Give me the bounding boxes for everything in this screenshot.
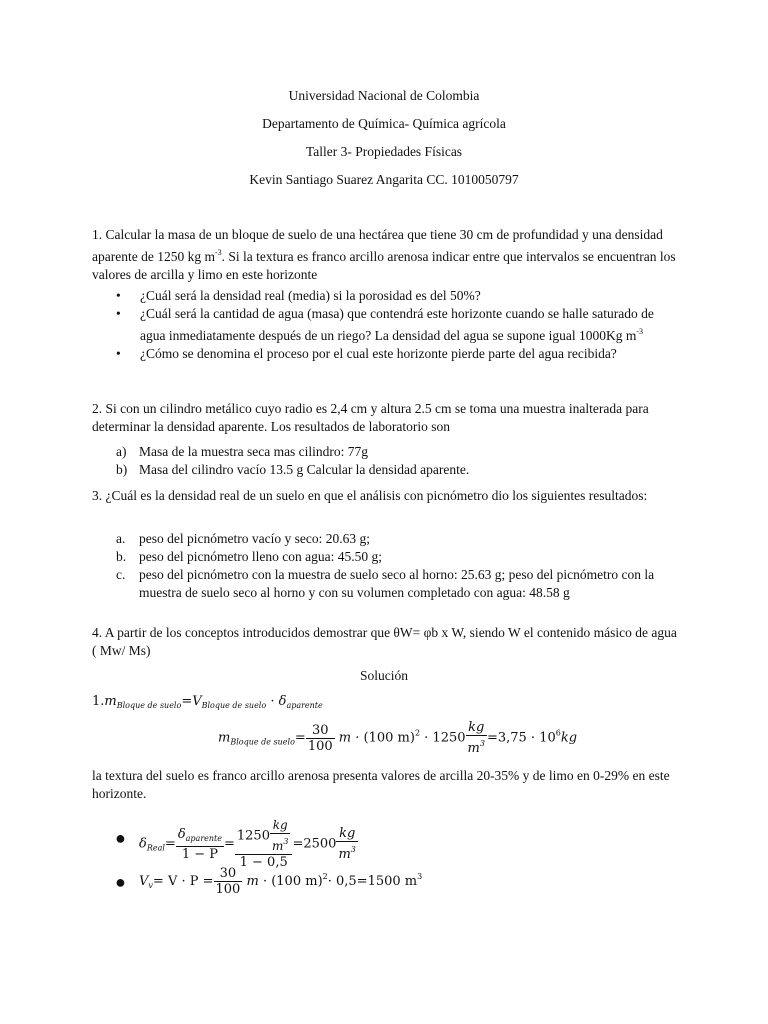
eq-prefix: 1. xyxy=(92,694,105,709)
question-3-list xyxy=(92,530,677,602)
list-item xyxy=(92,305,677,345)
texture-note: la textura del suelo es franco arcillo arenosa presenta valores de arcilla 20-35% y de limo en 0-29% en este horizonte. xyxy=(92,768,670,801)
fraction-numerator: kg xyxy=(270,818,290,834)
department-name: Departamento de Química- Química agrícola xyxy=(262,116,506,131)
list-item xyxy=(92,443,677,461)
fraction-denominator: 100 xyxy=(215,882,241,897)
bullet-icon: ● xyxy=(115,872,126,892)
eq-result: · 0,5=1500 m xyxy=(327,874,418,889)
list-item xyxy=(92,461,677,479)
list-item xyxy=(92,345,677,363)
bullet-text: ¿Cuál será la densidad real (media) si la porosidad es del 50%? xyxy=(140,288,481,303)
fraction xyxy=(235,818,293,870)
eq-exponent: 3 xyxy=(479,739,485,748)
list-marker: b) xyxy=(116,462,128,477)
equation-real-density xyxy=(139,818,358,870)
eq-exponent: 3 xyxy=(417,872,423,881)
eq-symbol: m xyxy=(218,730,231,746)
fraction xyxy=(336,826,357,862)
fraction-denominator: m xyxy=(271,839,284,853)
list-item xyxy=(92,566,677,602)
eq-term: (100 m) xyxy=(271,874,323,889)
eq-subscript: Bloque de suelo xyxy=(201,701,267,710)
list-item xyxy=(92,287,677,305)
question-1-text-a: 1. Calcular la masa de un bloque de suelo de una hectárea que tiene 30 cm de profundidad y una densidad aparente de 1250 kg m xyxy=(92,227,663,264)
eq-result: =3,75 · 10 xyxy=(486,730,556,746)
eq-subscript: aparente xyxy=(185,833,222,843)
question-3: 3. ¿Cuál es la densidad real de un suelo en que el análisis con picnómetro dio los siguientes resultados: xyxy=(92,488,648,503)
eq-exponent: 2 xyxy=(414,728,421,738)
eq-term: (100 m) xyxy=(363,730,415,746)
eq-operator: = xyxy=(164,836,176,852)
fraction-numerator: 1250 xyxy=(236,828,270,844)
fraction xyxy=(270,818,290,854)
bullet-icon: ● xyxy=(115,828,126,848)
list-text: peso del picnómetro vacío y seco: 20.63 g; xyxy=(139,531,370,546)
eq-exponent: 2 xyxy=(322,872,328,881)
equation-void-volume xyxy=(139,866,422,897)
list-text: Masa del cilindro vacío 13.5 g Calcular la densidad aparente. xyxy=(139,462,470,477)
eq-term: · 1250 xyxy=(424,730,466,746)
list-text: Masa de la muestra seca mas cilindro: 77g xyxy=(139,444,369,459)
question-2-list xyxy=(92,443,677,479)
fraction-denominator: 100 xyxy=(307,738,333,754)
fraction xyxy=(214,866,243,897)
eq-symbol: δ xyxy=(278,694,287,709)
list-marker: a) xyxy=(116,444,127,459)
eq-result: =2500 xyxy=(292,836,337,852)
question-1-exponent: -3 xyxy=(214,248,222,257)
fraction-numerator: kg xyxy=(336,826,357,842)
eq-symbol: m xyxy=(104,694,117,709)
eq-symbol: V xyxy=(139,874,149,889)
university-name: Universidad Nacional de Colombia xyxy=(288,88,480,103)
question-1-bullets xyxy=(92,287,677,363)
eq-operator: = xyxy=(181,694,193,709)
fraction-numerator: 30 xyxy=(214,866,243,882)
question-1 xyxy=(92,226,677,284)
fraction-numerator: δ xyxy=(177,826,186,842)
question-2: 2. Si con un cilindro metálico cuyo radio es 2,4 cm y altura 2.5 cm se toma una muestra inalterada para determinar la densidad aparente. Los resultados de laboratorio son xyxy=(92,401,649,434)
eq-operator: = xyxy=(294,730,306,746)
fraction-denominator: 1 − P xyxy=(181,846,218,862)
list-marker: b. xyxy=(116,549,127,564)
fraction-numerator: 30 xyxy=(306,723,335,739)
list-item xyxy=(92,548,677,566)
list-text: peso del picnómetro con la muestra de suelo seco al horno: 25.63 g; peso del picnómetro con la muestra de suelo seco al horno y con su volumen completado con agua: 48.58 g xyxy=(139,567,655,600)
eq-exponent: 6 xyxy=(555,728,561,738)
eq-term: m · xyxy=(338,730,364,746)
eq-operator: = V · P = xyxy=(152,874,214,889)
eq-exponent: 3 xyxy=(283,837,289,846)
fraction-denominator: 1 − 0,5 xyxy=(239,855,288,870)
fraction-denominator: m xyxy=(467,741,480,756)
eq-subscript: Bloque de suelo xyxy=(116,701,182,710)
equation-mass-result xyxy=(218,720,577,756)
fraction xyxy=(176,827,224,862)
fraction xyxy=(306,723,335,754)
eq-subscript: v xyxy=(148,881,153,890)
list-item xyxy=(92,530,677,548)
eq-operator: · xyxy=(270,694,275,709)
eq-subscript: Real xyxy=(146,843,165,853)
question-1-text-b: . Si la textura es franco arcillo arenosa indicar entre que intervalos se encuentran los valores de arcilla y limo en este horizonte xyxy=(92,249,676,282)
eq-operator: = xyxy=(223,836,235,852)
list-marker: a. xyxy=(116,531,126,546)
workshop-title: Taller 3- Propiedades Físicas xyxy=(305,144,463,159)
fraction-denominator: m xyxy=(338,847,351,862)
eq-exponent: 3 xyxy=(350,845,356,854)
eq-subscript: aparente xyxy=(286,701,323,710)
eq-term: m · xyxy=(246,874,272,889)
eq-symbol: δ xyxy=(139,836,147,852)
eq-symbol: V xyxy=(192,694,202,709)
list-marker: c. xyxy=(116,567,126,582)
author-line: Kevin Santiago Suarez Angarita CC. 1010050797 xyxy=(249,172,519,187)
fraction-numerator: kg xyxy=(466,720,487,736)
eq-subscript: Bloque de suelo xyxy=(230,737,295,747)
solution-title: Solución xyxy=(359,668,408,683)
question-4: 4. A partir de los conceptos introducidos demostrar que θW= φb x W, siendo W el contenido másico de agua ( Mw/ Ms) xyxy=(92,625,677,658)
fraction xyxy=(466,720,487,756)
eq-unit: kg xyxy=(560,730,578,746)
equation-mass-definition xyxy=(92,694,323,710)
bullet-exponent: -3 xyxy=(636,327,644,336)
bullet-text: ¿Cómo se denomina el proceso por el cual este horizonte pierde parte del agua recibida? xyxy=(140,346,617,361)
list-text: peso del picnómetro lleno con agua: 45.50 g; xyxy=(139,549,382,564)
bullet-text: ¿Cuál será la cantidad de agua (masa) que contendrá este horizonte cuando se halle saturado de agua inmediatamente después de un riego? La densidad del agua se supone igual 1000Kg m xyxy=(140,306,654,343)
